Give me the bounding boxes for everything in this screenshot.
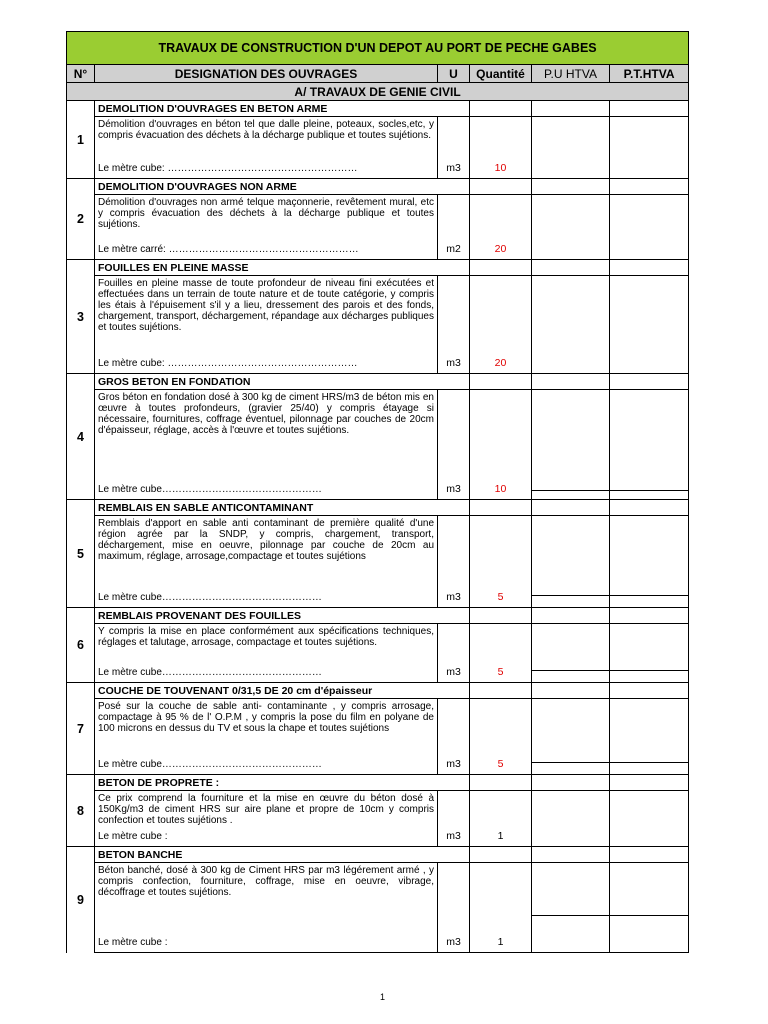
item-unit-price[interactable] (532, 195, 610, 260)
item-number: 9 (67, 847, 95, 953)
item-number: 1 (67, 101, 95, 179)
item-number: 7 (67, 683, 95, 775)
header-filler (438, 101, 470, 117)
item-quantity: 20 (470, 195, 532, 260)
price-subrow-line (610, 762, 688, 763)
header-filler (610, 775, 689, 791)
item-unit-price[interactable] (532, 699, 610, 775)
price-subrow-line (532, 915, 609, 916)
header-filler (532, 775, 610, 791)
item-unit-line: Le mètre cube………………………………………… (98, 592, 322, 603)
item-header-row (67, 847, 689, 863)
item-unit-line: Le mètre carré: ………………………………………………… (98, 244, 359, 255)
item-unit-price[interactable] (532, 390, 610, 500)
item-header-row (67, 608, 689, 624)
item-header-row (67, 179, 689, 195)
page-number: 1 (380, 992, 386, 1002)
item-unit-price[interactable] (532, 276, 610, 374)
section-title: A/ TRAVAUX DE GENIE CIVIL (67, 83, 689, 101)
header-filler (438, 775, 470, 791)
header-filler (470, 683, 532, 699)
item-description-cell (95, 195, 438, 260)
item-title: FOUILLES EN PLEINE MASSE (95, 260, 438, 276)
item-number: 6 (67, 608, 95, 683)
item-unit-price[interactable] (532, 516, 610, 608)
header-filler (610, 847, 689, 863)
header-filler (470, 608, 532, 624)
price-subrow-line (532, 762, 609, 763)
price-subrow-line (610, 915, 688, 916)
item-description: Démolition d'ouvrages en béton tel que dalle pleine, poteaux, socles,etc, y compris évacuation des déchets à la décharge publique et toutes sujétions. (98, 119, 434, 141)
item-unit-line: Le mètre cube : (98, 937, 168, 948)
item-description: Démolition d'ouvrages non armé telque maçonnerie, revêtement mural, etc y compris évacuation des déchets à la décharge publique et toutes sujétions. (98, 197, 434, 230)
header-filler (470, 179, 532, 195)
header-filler (470, 260, 532, 276)
item-unit-price[interactable] (532, 791, 610, 847)
item-body-row (67, 516, 689, 608)
item-total-price[interactable] (610, 863, 689, 953)
item-unit: m3 (438, 791, 470, 847)
item-body-row (67, 699, 689, 775)
header-filler (610, 500, 689, 516)
col-header-quantity: Quantité (470, 65, 532, 83)
price-subrow-line (610, 670, 688, 671)
item-unit-line: Le mètre cube : (98, 831, 168, 842)
item-title: DEMOLITION D'OUVRAGES EN BETON ARME (95, 101, 438, 117)
item-description-cell (95, 390, 438, 500)
item-total-price[interactable] (610, 195, 689, 260)
item-unit: m3 (438, 624, 470, 683)
item-unit: m3 (438, 390, 470, 500)
item-quantity: 10 (470, 117, 532, 179)
item-description-cell (95, 863, 438, 953)
item-body-row (67, 791, 689, 847)
price-subrow-line (532, 595, 609, 596)
item-unit: m2 (438, 195, 470, 260)
item-total-price[interactable] (610, 276, 689, 374)
header-filler (470, 847, 532, 863)
item-unit-line: Le mètre cube………………………………………… (98, 667, 322, 678)
item-description-cell (95, 791, 438, 847)
item-description-cell (95, 699, 438, 775)
item-unit-line: Le mètre cube………………………………………… (98, 759, 322, 770)
item-number: 4 (67, 374, 95, 500)
price-subrow-line (610, 595, 688, 596)
item-quantity: 1 (470, 863, 532, 953)
item-total-price[interactable] (610, 117, 689, 179)
item-unit: m3 (438, 276, 470, 374)
item-description: Béton banché, dosé à 300 kg de Ciment HRS par m3 légérement armé , y compris confection, fourniture, coffrage, mise en oeuvre, vibrage, décoffrage et toutes sujétions. (98, 865, 434, 898)
header-filler (438, 683, 470, 699)
header-filler (438, 500, 470, 516)
col-header-unit-price: P.U HTVA (532, 65, 610, 83)
item-title: BETON DE PROPRETE : (95, 775, 438, 791)
item-header-row (67, 101, 689, 117)
item-description: Posé sur la couche de sable anti- contaminante , y compris arrosage, compactage à 95 % de l' O.P.M , y compris la pose du film en polyane de 100 microns en dessus du TV et sous la chape et toutes sujétions (98, 701, 434, 734)
item-unit: m3 (438, 117, 470, 179)
header-filler (610, 179, 689, 195)
price-subrow-line (532, 670, 609, 671)
header-filler (438, 179, 470, 195)
price-subrow-line (532, 490, 609, 491)
header-filler (610, 374, 689, 390)
item-quantity: 5 (470, 699, 532, 775)
item-title: GROS BETON EN FONDATION (95, 374, 438, 390)
item-number: 2 (67, 179, 95, 260)
col-header-total-price: P.T.HTVA (610, 65, 689, 83)
item-unit-line: Le mètre cube: ………………………………………………… (98, 163, 358, 174)
header-filler (470, 775, 532, 791)
item-number: 8 (67, 775, 95, 847)
item-total-price[interactable] (610, 791, 689, 847)
item-body-row (67, 195, 689, 260)
item-unit-price[interactable] (532, 624, 610, 683)
header-filler (610, 260, 689, 276)
header-filler (470, 500, 532, 516)
item-unit-line: Le mètre cube: ………………………………………………… (98, 358, 358, 369)
item-quantity: 5 (470, 624, 532, 683)
item-description: Ce prix comprend la fourniture et la mise en œuvre du béton dosé à 150Kg/m3 de ciment HRS sur aire plane et propre de 10cm y compris confection et toutes sujétions . (98, 793, 434, 826)
document-title-row (67, 32, 689, 65)
header-filler (610, 683, 689, 699)
header-filler (532, 101, 610, 117)
document-title: TRAVAUX DE CONSTRUCTION D'UN DEPOT AU PORT DE PECHE GABES (67, 32, 689, 65)
column-header-row (67, 65, 689, 83)
item-total-price[interactable] (610, 390, 689, 500)
item-quantity: 20 (470, 276, 532, 374)
item-number: 5 (67, 500, 95, 608)
item-description: Gros béton en fondation dosé à 300 kg de ciment HRS/m3 de béton mis en œuvre à toutes profondeurs, (gravier 25/40) y compris étayage si nécessaire, fournitures, coffrage éventuel, pilonnage par couches de 20cm d'épaisseur, réglage, accès à l'œuvre et toutes sujétions. (98, 392, 434, 436)
col-header-num: N° (67, 65, 95, 83)
item-quantity: 10 (470, 390, 532, 500)
header-filler (438, 374, 470, 390)
header-filler (532, 260, 610, 276)
item-body-row (67, 624, 689, 683)
header-filler (438, 847, 470, 863)
header-filler (532, 374, 610, 390)
item-total-price[interactable] (610, 516, 689, 608)
item-title: REMBLAIS PROVENANT DES FOUILLES (95, 608, 438, 624)
header-filler (610, 101, 689, 117)
item-description-cell (95, 117, 438, 179)
section-row (67, 83, 689, 101)
item-unit-price[interactable] (532, 117, 610, 179)
item-unit-price[interactable] (532, 863, 610, 953)
item-description-cell (95, 516, 438, 608)
item-description: Fouilles en pleine masse de toute profondeur de niveau fini exécutées et effectuées dans un terrain de toute nature et de toute catégorie, y compris les étais à l'épuisement s'il y a lieu, dressement des parois et des fonds, chargement, transport, déchargement, répandage aux décharges publiques et toutes sujétions. (98, 278, 434, 333)
item-description-cell (95, 276, 438, 374)
item-total-price[interactable] (610, 699, 689, 775)
item-unit: m3 (438, 516, 470, 608)
header-filler (532, 608, 610, 624)
header-filler (532, 179, 610, 195)
item-header-row (67, 683, 689, 699)
item-total-price[interactable] (610, 624, 689, 683)
item-title: DEMOLITION D'OUVRAGES NON ARME (95, 179, 438, 195)
item-body-row (67, 390, 689, 500)
item-header-row (67, 374, 689, 390)
item-body-row (67, 276, 689, 374)
header-filler (532, 847, 610, 863)
item-quantity: 5 (470, 516, 532, 608)
bordereau-table (66, 31, 689, 953)
item-number: 3 (67, 260, 95, 374)
header-filler (438, 608, 470, 624)
col-header-unit: U (438, 65, 470, 83)
item-description-cell (95, 624, 438, 683)
header-filler (610, 608, 689, 624)
item-unit: m3 (438, 863, 470, 953)
item-description: Y compris la mise en place conformément aux spécifications techniques, réglages et talutage, arrosage, compactage et toutes sujétions. (98, 626, 434, 648)
item-header-row (67, 260, 689, 276)
item-body-row (67, 117, 689, 179)
item-header-row (67, 775, 689, 791)
item-title: REMBLAIS EN SABLE ANTICONTAMINANT (95, 500, 438, 516)
item-header-row (67, 500, 689, 516)
item-quantity: 1 (470, 791, 532, 847)
item-title: COUCHE DE TOUVENANT 0/31,5 DE 20 cm d'épaisseur (95, 683, 438, 699)
col-header-designation: DESIGNATION DES OUVRAGES (95, 65, 438, 83)
item-unit-line: Le mètre cube………………………………………… (98, 484, 322, 495)
item-description: Remblais d'apport en sable anti contaminant de première qualité d'une région agrée par la SNDP, y compris, chargement, transport, déchargement, mise en oeuvre, pilonnage par couche de 20cm au maximum, réglage, arrosage,compactage et toutes sujétions (98, 518, 434, 562)
item-title: BETON BANCHE (95, 847, 438, 863)
item-body-row (67, 863, 689, 953)
price-subrow-line (610, 490, 688, 491)
item-unit: m3 (438, 699, 470, 775)
header-filler (532, 500, 610, 516)
header-filler (470, 101, 532, 117)
header-filler (470, 374, 532, 390)
header-filler (532, 683, 610, 699)
header-filler (438, 260, 470, 276)
